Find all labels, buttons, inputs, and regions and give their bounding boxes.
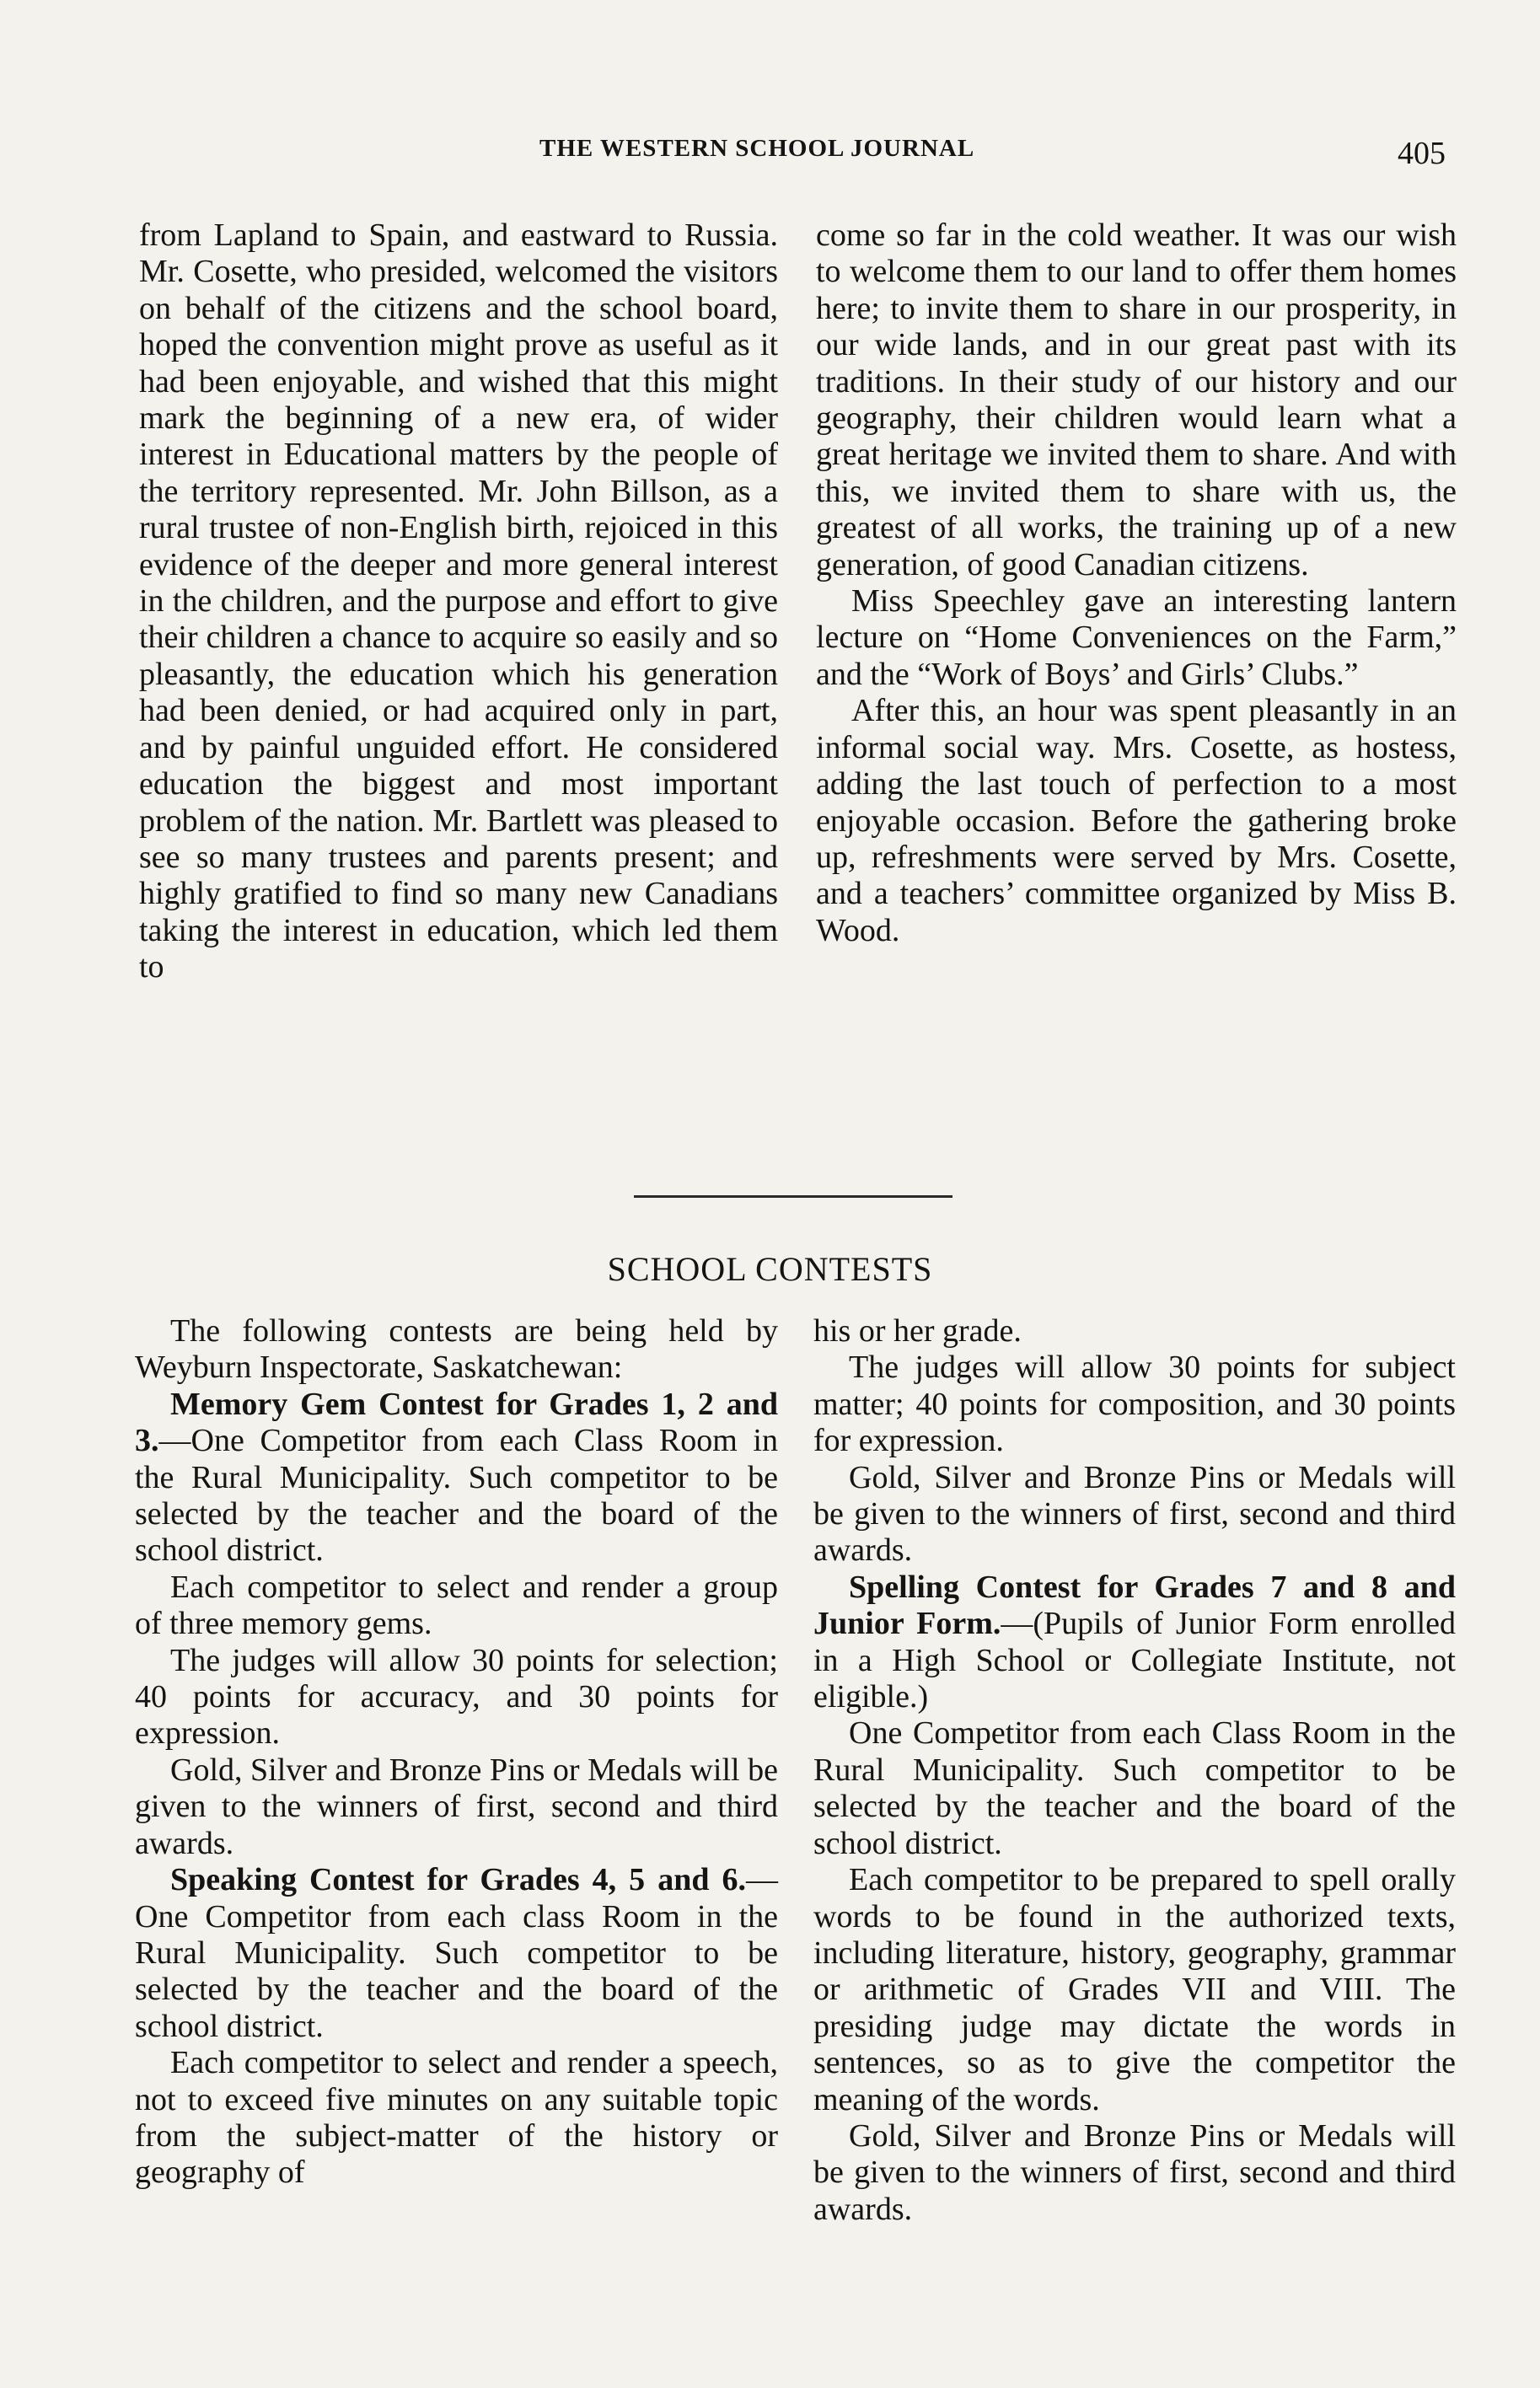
page-number: 405: [1398, 136, 1446, 171]
paragraph: Gold, Silver and Bronze Pins or Medals will be given to the winners of first, second and third awards.: [813, 2117, 1456, 2227]
bottom-left-column: [135, 1313, 778, 2192]
paragraph: [135, 1387, 778, 1570]
top-left-column: [139, 217, 778, 986]
section-divider: [634, 1195, 952, 1198]
paragraph: Miss Speechley gave an interesting lantern lecture on “Home Conveniences on the Farm,” and the “Work of Boys’ and Girls’ Clubs.”: [816, 583, 1457, 692]
contest-heading: Speaking Contest for Grades 4, 5 and 6.: [170, 1862, 746, 1898]
paragraph: from Lapland to Spain, and eastward to Russia. Mr. Cosette, who presided, welcomed the visitors on behalf of the citizens and the school board, hoped the convention might prove as useful as it had been enjoyable, and wished that this might mark the beginning of a new era, of wider interest in Educational matters by the people of the territory represented. Mr. John Billson, as a rural trustee of non-English birth, rejoiced in this evidence of the deeper and more general interest in the children, and the purpose and effort to give their children a chance to acquire so easily and so pleasantly, the education which his generation had been denied, or had acquired only in part, and by painful unguided effort. He considered education the biggest and most important problem of the nation. Mr. Bartlett was pleased to see so many trustees and parents present; and highly gratified to find so many new Canadians taking the interest in education, which led them to: [139, 217, 778, 985]
paragraph: Each competitor to select and render a speech, not to exceed five minutes on any suitable topic from the subject-matter of the history or geography of: [135, 2045, 778, 2191]
bottom-right-column: [813, 1313, 1456, 2228]
paragraph: One Competitor from each Class Room in the Rural Municipality. Such competitor to be selected by the teacher and the board of the school district.: [813, 1715, 1456, 1861]
paragraph: his or her grade.: [813, 1313, 1022, 1349]
paragraph: After this, an hour was spent pleasantly in an informal social way. Mrs. Cosette, as hostess, adding the last touch of perfection to a most enjoyable occasion. Before the gathering broke up, refreshments were served by Mrs. Cosette, and a teachers’ committee organized by Miss B. Wood.: [816, 693, 1457, 948]
paragraph: come so far in the cold weather. It was our wish to welcome them to our land to offer them homes here; to invite them to share in our prosperity, in our wide lands, and in our great past with its traditions. In their study of our history and our geography, their children would learn what a great heritage we invited them to share. And with this, we invited them to share with us, the greatest of all works, the training up of a new generation, of good Canadian citizens.: [816, 217, 1457, 582]
paragraph: Each competitor to select and render a group of three memory gems.: [135, 1569, 778, 1642]
paragraph: The judges will allow 30 points for subject matter; 40 points for composition, and 30 points for expression.: [813, 1350, 1456, 1459]
contest-text: —One Competitor from each Class Room in the Rural Municipality. Such competitor to be selected by the teacher and the board of the school district.: [135, 1423, 778, 1569]
paragraph: Gold, Silver and Bronze Pins or Medals will be given to the winners of first, second and third awards.: [135, 1752, 778, 1861]
paragraph: [135, 1862, 778, 2045]
paragraph: [813, 1570, 1456, 1716]
paragraph: Gold, Silver and Bronze Pins or Medals will be given to the winners of first, second and third awards.: [813, 1459, 1456, 1569]
contest-heading: Spelling Contest for Grades 7 and 8 and Junior Form.: [813, 1569, 1456, 1642]
contest-text: —(Pupils of Junior Form enrolled in a High School or Collegiate Institute, not eligible.): [813, 1606, 1456, 1715]
running-head: THE WESTERN SCHOOL JOURNAL: [539, 135, 975, 162]
contest-text: —One Competitor from each class Room in the Rural Municipality. Such competitor to be selected by the teacher and the board of the school district.: [135, 1862, 778, 2044]
section-title: SCHOOL CONTESTS: [607, 1250, 933, 1288]
paragraph: The following contests are being held by Weyburn Inspectorate, Saskatchewan:: [135, 1313, 778, 1386]
contest-heading: Memory Gem Contest for Grades 1, 2 and 3.: [135, 1386, 778, 1459]
paragraph: The judges will allow 30 points for selection; 40 points for accuracy, and 30 points for expression.: [135, 1642, 778, 1752]
top-right-column: [816, 217, 1457, 949]
paragraph: Each competitor to be prepared to spell orally words to be found in the authorized texts, including literature, history, geography, grammar or arithmetic of Grades VII and VIII. The presiding judge may dictate the words in sentences, so as to give the competitor the meaning of the words.: [813, 1862, 1456, 2117]
